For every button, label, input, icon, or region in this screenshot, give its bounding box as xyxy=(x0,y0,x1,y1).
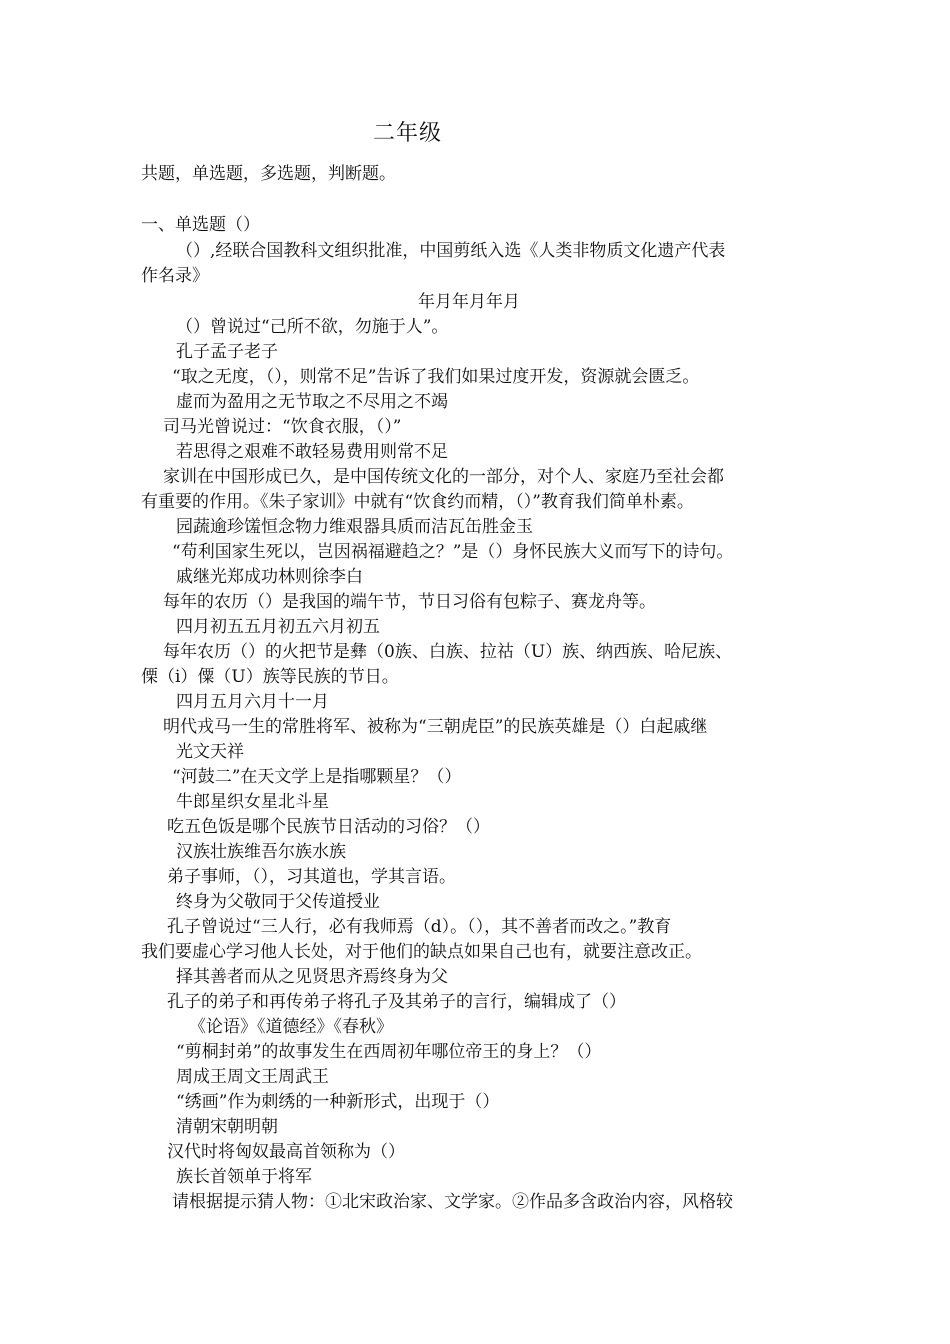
question-text: “绣画”作为刺绣的一种新形式，出现于（） xyxy=(176,1092,500,1112)
answer-options: 光文天祥 xyxy=(176,742,244,762)
answer-options: 四月初五五月初五六月初五 xyxy=(176,617,380,637)
question-text: 作名录》 xyxy=(141,266,209,286)
question-text: 请根据提示猜人物：①北宋政治家、文学家。②作品多含政治内容，风格较 xyxy=(172,1192,733,1212)
question-text: “取之无度，（），则常不足”告诉了我们如果过度开发，资源就会匮乏。 xyxy=(172,367,700,387)
question-text: 孔子的弟子和再传弟子将孔子及其弟子的言行，编辑成了（） xyxy=(167,992,626,1012)
question-text: 司马光曾说过：“饮食衣服，（）” xyxy=(163,417,402,437)
answer-options: 周成王周文王周武王 xyxy=(176,1067,329,1087)
answer-options: 《论语》《道德经》《春秋》 xyxy=(189,1017,393,1037)
question-text: 每年农历（）的火把节是彝（0族、白族、拉祜（U）族、纳西族、哈尼族、 xyxy=(163,642,733,662)
question-text: 家训在中国形成已久，是中国传统文化的一部分，对个人、家庭乃至社会都 xyxy=(163,467,724,487)
page-title: 二年级 xyxy=(373,121,443,146)
answer-options: 择其善者而从之见贤思齐焉终身为父 xyxy=(176,967,448,987)
answer-options: 年月年月年月 xyxy=(418,292,520,312)
answer-options: 族长首领单于将军 xyxy=(176,1167,312,1187)
question-text: 每年的农历（）是我国的端午节，节日习俗有包粽子、赛龙舟等。 xyxy=(163,592,656,612)
question-summary: 共题，单选题，多选题，判断题。 xyxy=(141,164,396,184)
answer-options: 清朝宋朝明朝 xyxy=(176,1117,278,1137)
question-text: 吃五色饭是哪个民族节日活动的习俗？（） xyxy=(167,817,490,837)
answer-options: 若思得之艰难不敢轻易费用则常不足 xyxy=(176,442,448,462)
question-text: “河鼓二”在天文学上是指哪颗星？（） xyxy=(172,767,462,787)
question-text: （）,经联合国教科文组织批准，中国剪纸入选《人类非物质文化遗产代表 xyxy=(176,241,726,261)
answer-options: 终身为父敬同于父传道授业 xyxy=(176,892,380,912)
answer-options: 园蔬逾珍馐恒念物力维艰器具质而洁瓦缶胜金玉 xyxy=(176,517,533,537)
section-heading: 一、单选题（） xyxy=(141,215,260,235)
answer-options: 孔子孟子老子 xyxy=(176,342,278,362)
question-text: 弟子事师，（），习其道也，学其言语。 xyxy=(167,867,456,887)
answer-options: 虚而为盈用之无节取之不尽用之不竭 xyxy=(176,392,448,412)
question-text: 明代戎马一生的常胜将军、被称为“三朝虎臣”的民族英雄是（）白起戚继 xyxy=(163,717,708,737)
question-text: 傈（i）僳（U）族等民族的节日。 xyxy=(141,667,399,687)
question-text: 孔子曾说过“三人行，必有我师焉（d）。（），其不善者而改之。”教育 xyxy=(167,917,672,937)
answer-options: 戚继光郑成功林则徐李白 xyxy=(176,567,363,587)
answer-options: 汉族壮族维吾尔族水族 xyxy=(176,842,346,862)
answer-options: 四月五月六月十一月 xyxy=(176,692,329,712)
question-text: 我们要虚心学习他人长处，对于他们的缺点如果自己也有，就要注意改正。 xyxy=(141,942,702,962)
question-text: （）曾说过“己所不欲，勿施于人”。 xyxy=(176,317,449,337)
question-text: 有重要的作用。《朱子家训》中就有“饮食约而精，（）”教育我们简单朴素。 xyxy=(141,492,694,512)
question-text: “苟利国家生死以，岂因祸福避趋之？”是（）身怀民族大义而写下的诗句。 xyxy=(172,542,734,562)
question-text: 汉代时将匈奴最高首领称为（） xyxy=(167,1142,405,1162)
question-text: “剪桐封弟”的故事发生在西周初年哪位帝王的身上？（） xyxy=(176,1042,602,1062)
answer-options: 牛郎星织女星北斗星 xyxy=(176,792,329,812)
